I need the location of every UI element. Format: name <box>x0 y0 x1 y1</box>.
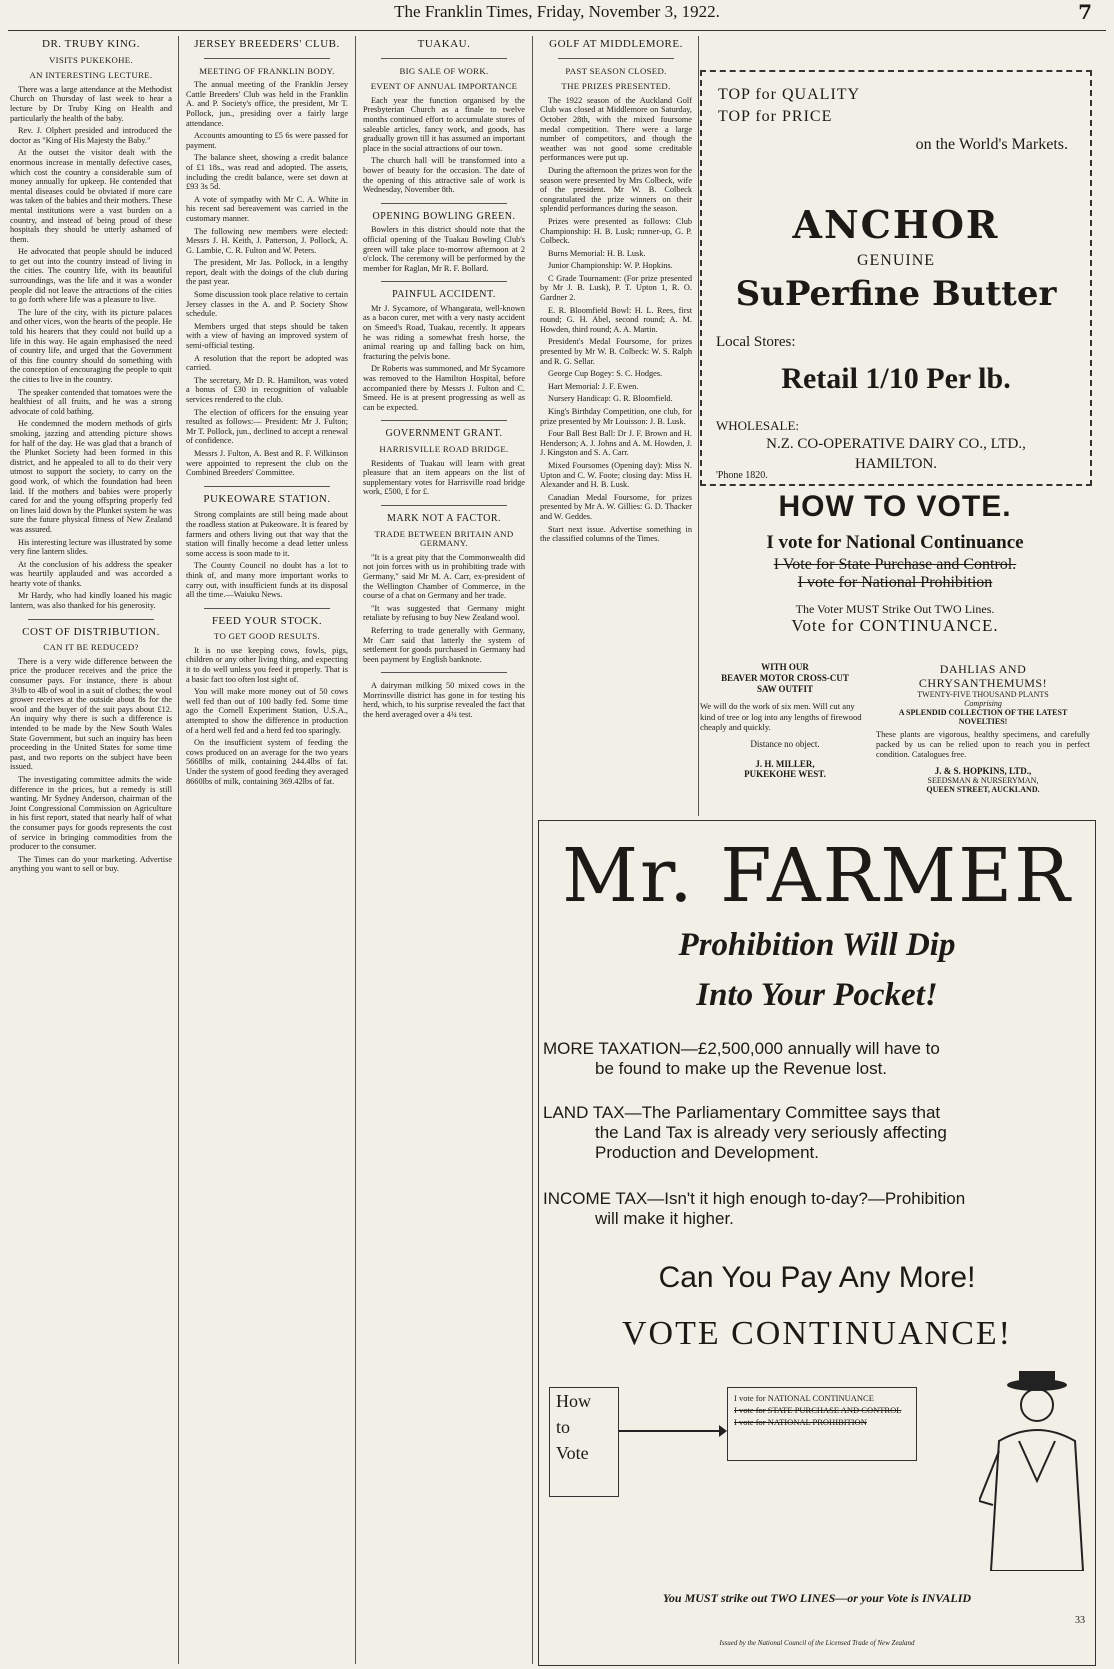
ad-body: We will do the work of six men. Will cut any kind of tree or log into any lengths of firewood cheaply and quickly. <box>700 701 862 732</box>
article-subtitle: BIG SALE OF WORK. <box>399 65 489 76</box>
paragraph: The lure of the city, with its picture palaces and other vices, won the hearts of the people. He told his hearers that they could not build up a life in this way. He again emphasised the need of country life, and urged that the Government of this fine country should do something with the conception of encouraging the people to quit the cities to live in the country. <box>10 307 172 384</box>
saw-outfit-ad <box>700 662 870 812</box>
paragraph: There was a large attendance at the Methodist Church on Thursday of last week to hear a lecture by Dr Truby King on Health and particularly the health of the baby. <box>10 84 172 123</box>
article-body <box>540 96 692 544</box>
paragraph: During the afternoon the prizes won for the season were presented by Mrs Colbeck, wife of the president. Mr W. B. Colbeck congratulated the prize winners on their splendid performances during the season. <box>540 165 692 214</box>
paragraph: Mixed Foursomes (Opening day): Miss N. Upton and C. W. Foote; closing day: Miss H. Alexander and H. B. Lusk. <box>540 460 692 490</box>
divider <box>28 619 154 620</box>
column-divider <box>532 36 533 1664</box>
paragraph: Rev. J. Olphert presided and introduced the doctor as "King of His Majesty the Baby." <box>10 126 172 145</box>
ad-line: VOTE CONTINUANCE! <box>621 1315 1012 1352</box>
ad-footer: You MUST strike out TWO LINES—or your Vote is INVALID <box>662 1591 972 1605</box>
paragraph: It is no use keeping cows, fowls, pigs, children or any other living thing, and expecting it to do well unless you feed it properly. That is a basic fact too often lost sight of. <box>186 645 348 684</box>
sample-ballot <box>727 1387 917 1461</box>
ad-line: LAND TAX—The Parliamentary Committee says that <box>543 1103 941 1122</box>
ballot-line-struck: I vote for STATE PURCHASE AND CONTROL <box>734 1405 902 1415</box>
ad-line: J. & S. HOPKINS, LTD., <box>934 766 1032 776</box>
column-3 <box>363 36 525 1664</box>
ad-line: Prohibition Will Dip <box>678 927 956 963</box>
article-body <box>363 459 525 497</box>
mr-farmer-ad <box>538 820 1096 1666</box>
ad-line: SEEDSMAN & NURSERYMAN, <box>927 776 1039 785</box>
article-subtitle: PAST SEASON CLOSED. <box>565 65 667 76</box>
divider <box>381 420 507 421</box>
paragraph: Prizes were presented as follows: Club Championship: H. B. Lusk; runner-up, G. P. Colbeck. <box>540 216 692 246</box>
divider <box>381 505 507 506</box>
paragraph: The election of officers for the ensuing year resulted as follows:— President: Mr J. Fulton; Mr T. Pollock, jun., declined to accept a renewal of confidence. <box>186 407 348 446</box>
ad-heading: HOW TO VOTE. <box>778 490 1012 523</box>
paragraph: Members urged that steps should be taken with a view of having an improved system of semi-official testing. <box>186 321 348 351</box>
paragraph: Bowlers in this district should note that the official opening of the Tuakau Bowling Club's green will take place to-morrow afternoon at 2 o'clock. The ceremony will be performed by the member for Raglan, Mr R. F. Bollard. <box>363 225 525 273</box>
ad-line: WITH OUR <box>761 662 809 672</box>
paragraph: He advocated that people should be induced to get out into the country instead of living in the cities. The country life, with its beautiful surroundings, was the life and it was a wonder people did not leave the attractions of the cities to go forth where life was a pleasure to live. <box>10 247 172 305</box>
masthead: The Franklin Times, Friday, November 3, 1922. <box>394 2 720 21</box>
article-body <box>186 510 348 599</box>
ad-line: Distance no object. <box>750 738 820 749</box>
paragraph: Dr Roberts was summoned, and Mr Sycamore was removed to the Hamilton Hospital, before accompanied there by Messrs J. Fulton and C. Smeed. He is at present progressing as well as can be expected. <box>363 364 525 412</box>
article-title: PAINFUL ACCIDENT. <box>392 289 496 301</box>
paragraph: Mr Hardy, who had kindly loaned his magic lantern, was also thanked for his generosity. <box>10 591 172 611</box>
paragraph: The following new members were elected: Messrs J. H. Keith, J. Patterson, J. Pollock, A. G. Lambie, C. R. Fulton and W. Peters. <box>186 226 348 255</box>
paragraph: Each year the function organised by the Presbyterian Church as a finale to twelve months continued effort to accumulate stores of saleable articles, fancy work, and goods, has gradually grown till it has assumed an important place in the social attractions of our town. <box>363 95 525 153</box>
paragraph: On the insufficient system of feeding the cows produced on an average for the two years 5668lbs of milk, containing 244.4lbs of fat. Under the system of good feeding they averaged 8660lbs of milk, containing 369.42lbs of fat. <box>186 738 348 786</box>
article-title: PUKEOWARE STATION. <box>203 492 331 505</box>
article-subtitle: CAN IT BE REDUCED? <box>43 642 139 653</box>
paragraph: The church hall will be transformed into a bower of beauty for the occasion. The date of the opening of this attractive sale of work is Wednesday, November 8th. <box>363 156 525 195</box>
ad-paragraph <box>539 1103 1099 1163</box>
ballot-line-struck: I vote for NATIONAL PROHIBITION <box>734 1417 867 1427</box>
article-title: OPENING BOWLING GREEN. <box>372 210 516 222</box>
ad-heading: Mr. FARMER <box>562 833 1072 919</box>
paragraph: C Grade Tournament: (For prize presented by Mr J. B. Lusk), P. T. Upton 1, R. O. Gardner 2. <box>540 273 692 303</box>
paragraph: The speaker contended that tomatoes were the healthiest of all fruits, and he was a strong advocate of cold bathing. <box>10 387 172 416</box>
paragraph: Canadian Medal Foursome, for prizes presented by Mr A. W. Gillies: G. D. Thacker and W. Geddes. <box>540 492 692 521</box>
article-subtitle: HARRISVILLE ROAD BRIDGE. <box>379 444 509 454</box>
article-title: FEED YOUR STOCK. <box>211 614 323 627</box>
article-body <box>363 553 525 665</box>
article-body <box>10 657 172 874</box>
ad-number: 33 <box>1075 1615 1085 1626</box>
dahlias-ad <box>876 662 1090 812</box>
ad-phone: 'Phone 1820. <box>716 470 768 481</box>
ad-line: TOP for PRICE <box>718 108 833 125</box>
column-2 <box>186 36 348 1664</box>
ballot-line-struck: I Vote for State Purchase and Control. <box>773 556 1017 573</box>
ad-paragraph <box>539 1189 1099 1229</box>
paragraph: He condemned the modern methods of girls smoking, jazzing and attending picture shows for half of the day. He was glad that a branch of the Plunket Society had been formed in this district, and he appealed to all to do their very utmost to support the society, to carry on the good work, of which the foundation had been laid. If the mothers and babies were properly cared for and the young offspring properly fed on lines laid down by the Plunket system he was sure the future physical fitness of New Zealand was assured. <box>10 419 172 534</box>
article-subtitle: VISITS PUKEKOHE. <box>49 54 133 65</box>
ad-line: Vote for CONTINUANCE. <box>791 616 999 635</box>
article-body <box>363 225 525 273</box>
ad-line: the Land Tax is already very seriously affecting <box>595 1123 947 1142</box>
ad-line: PUKEKOHE WEST. <box>744 768 826 779</box>
paragraph: A dairyman milking 50 mixed cows in the Morrinsville district has gone in for testing his herd, which, to his surprise revealed the fact that the herd averaged over a 4¾ test. <box>363 681 525 720</box>
top-rule <box>8 30 1106 31</box>
ad-line: A SPLENDID COLLECTION OF THE LATEST NOVELTIES! <box>898 708 1068 726</box>
paragraph: The annual meeting of the Franklin Jersey Cattle Breeders' Club was held in the Franklin A. and P. Society's office, the president, Mr T. Pollock, jun., presiding over a fairly large attendance. <box>186 80 348 128</box>
paragraph: Start next issue. Advertise something in the classified columns of the Times. <box>540 524 692 544</box>
ad-body: These plants are vigorous, healthy specimens, and carefully packed by us can be relied upon to reach you in perfect condition. Catalogues free. <box>876 730 1090 759</box>
paragraph: The president, Mr Jas. Pollock, in a lengthy report, dealt with the doings of the club during the past year. <box>186 258 348 287</box>
ballot-line: I vote for National Continuance <box>766 532 1024 553</box>
divider <box>204 58 330 59</box>
column-divider <box>698 36 699 816</box>
article-title: MARK NOT A FACTOR. <box>386 512 502 524</box>
divider <box>381 281 507 282</box>
paragraph: A resolution that the report be adopted was carried. <box>186 353 348 373</box>
ad-line: TOP for QUALITY <box>718 86 861 103</box>
paragraph: His interesting lecture was illustrated by some very fine lantern slides. <box>10 537 172 557</box>
paragraph: King's Birthday Competition, one club, for prize presented by Mr Louisson: J. B. Lusk. <box>540 407 692 426</box>
paragraph: The balance sheet, showing a credit balance of £1 18s., was read and adopted. The assets, including the credit balance, were set down at £93 3s 5d. <box>186 153 348 192</box>
paragraph: Strong complaints are still being made about the roadless station at Pukeoware. It is feared by farmers and others living out that way that the station will finally become a dead letter unless some access is soon made to it. <box>186 510 348 558</box>
paragraph: Messrs J. Fulton, A. Best and R. F. Wilkinson were appointed to represent the club on the Combined Breeders' Committee. <box>186 448 348 478</box>
paragraph: George Cup Bogey: S. C. Hodges. <box>548 369 663 379</box>
ballot-line: I vote for NATIONAL CONTINUANCE <box>734 1393 874 1403</box>
ad-line: Into Your Pocket! <box>696 977 938 1013</box>
how-to-vote-ad <box>700 490 1090 635</box>
ad-brand: ANCHOR <box>792 202 1000 247</box>
article-title: DR. TRUBY KING. <box>42 38 140 50</box>
ad-line: Production and Development. <box>595 1143 819 1162</box>
article-body <box>363 96 525 195</box>
article-subtitle: THE PRIZES PRESENTED. <box>561 81 671 92</box>
paragraph: "It is a great pity that the Commonwealth did not join forces with us in prohibiting trade with Germany," said Mr M. A. Carr, ex-president of the Wellington Chamber of Commerce, in the course of a chat on Germany and her trade. <box>363 552 525 601</box>
paragraph: The 1922 season of the Auckland Golf Club was closed at Middlemore on Saturday, October 28th, with the mixed foursome medal competition. There were a large number of competitors, and though the weather was not good some creditable performances were put up. <box>540 95 692 163</box>
ad-line: N.Z. CO-OPERATIVE DAIRY CO., LTD., <box>766 436 1026 452</box>
ad-line: Vote <box>556 1443 589 1463</box>
paragraph: Accounts amounting to £5 6s were passed for payment. <box>186 131 348 150</box>
article-body <box>363 304 525 413</box>
ad-line: HAMILTON. <box>854 456 938 472</box>
divider <box>381 672 507 673</box>
article-subtitle: EVENT OF ANNUAL IMPORTANCE <box>370 81 518 92</box>
divider <box>204 486 330 487</box>
ad-line: SAW OUTFIT <box>756 684 814 694</box>
ballot-line-struck: I vote for National Prohibition <box>797 574 993 591</box>
divider <box>558 58 674 59</box>
divider <box>381 58 507 59</box>
paragraph: Junior Championship: W. P. Hopkins. <box>548 261 673 271</box>
article-title: TUAKAU. <box>417 38 471 50</box>
article-title: COST OF DISTRIBUTION. <box>22 625 160 638</box>
article-body <box>363 681 525 719</box>
article-body <box>10 85 172 611</box>
how-to-vote-box <box>549 1387 619 1497</box>
ad-line: on the World's Markets. <box>915 136 1068 153</box>
voter-figure-icon <box>979 1371 1089 1571</box>
ad-line: CHRYSANTHEMUMS! <box>918 676 1048 690</box>
paragraph: The secretary, Mr D. R. Hamilton, was voted a bonus of £30 in recognition of valuable services rendered to the club. <box>186 375 348 404</box>
article-title: GOLF AT MIDDLEMORE. <box>549 38 683 50</box>
paragraph: Referring to trade generally with Germany, Mr Carr said that latterly the system of settlement for goods purchased in Germany had been payment by English banknote. <box>363 625 525 664</box>
ad-line: The Voter MUST Strike Out TWO Lines. <box>795 602 995 616</box>
divider <box>204 608 330 609</box>
ad-line: GENUINE <box>856 252 936 269</box>
ad-line: be found to make up the Revenue lost. <box>595 1059 888 1078</box>
paragraph: President's Medal Foursome, for prizes presented by Mr W. B. Colbeck: W. S. Ralph and R. G. Sellar. <box>540 337 692 366</box>
article-body <box>186 80 348 478</box>
ad-product: SuPerfine Butter <box>735 274 1057 314</box>
article-subtitle: MEETING OF FRANKLIN BODY. <box>199 65 335 76</box>
paragraph: Nursery Handicap: G. R. Bloomfield. <box>548 394 673 404</box>
ad-line: WHOLESALE: <box>716 418 800 433</box>
paragraph: You will make more money out of 50 cows well fed than out of 100 badly fed. Some time ago the Cornell Experiment Station, U.S.A., attempted to show the difference in production of a herd well fed and a herd fed too sparingly. <box>186 687 348 735</box>
ad-line: to <box>556 1417 571 1437</box>
paragraph: Residents of Tuakau will learn with great pleasure that an item appears on the list of supplementary votes for Harrisville road bridge work, £500, £ for £. <box>363 458 525 497</box>
ad-line: will make it higher. <box>595 1209 734 1228</box>
column-1 <box>10 36 172 1664</box>
ad-line: How <box>556 1391 591 1411</box>
paragraph: E. R. Bloomfield Bowl: H. L. Rees, first round; G. H. Abel, second round; A. M. Howden, third round; A. A. Martin. <box>540 305 692 334</box>
article-subtitle: AN INTERESTING LECTURE. <box>29 70 153 81</box>
ad-issuer: Issued by the National Council of the Licensed Trade of New Zealand <box>719 1639 915 1647</box>
ad-line: Can You Pay Any More! <box>658 1261 976 1294</box>
paragraph: A vote of sympathy with Mr C. A. White in his recent sad bereavement was carried in the customary manner. <box>186 194 348 223</box>
ad-line: INCOME TAX—Isn't it high enough to-day?—Prohibition <box>543 1189 966 1208</box>
article-title: GOVERNMENT GRANT. <box>385 428 503 440</box>
paragraph: Four Ball Best Ball: Dr J. F. Brown and H. Henderson; A. J. Johns and A. M. Howden, J. J. Kingston and S. A. Carr. <box>540 429 692 458</box>
paragraph: Some discussion took place relative to certain Jersey classes in the A. and P. Society Show schedule. <box>186 290 348 319</box>
ad-line: QUEEN STREET, AUCKLAND. <box>926 785 1040 794</box>
paragraph: At the outset the visitor dealt with the enormous increase in mentally defective cases, which cost the country a considerable sum of money annually for upkeep. He contended that mental diseases could be obviated if more care was taken of the babies and their mothers. These mental institutions were a vast burden on a country, and instead of being proud of these hospitals they should be utterly ashamed of them. <box>10 148 172 244</box>
ad-paragraph <box>539 1039 1099 1079</box>
ad-price: Retail 1/10 Per lb. <box>781 362 1011 395</box>
column-divider <box>178 36 179 1664</box>
ad-line: Comprising <box>964 699 1002 708</box>
anchor-butter-ad <box>700 70 1092 486</box>
column-divider <box>355 36 356 1664</box>
divider <box>381 203 507 204</box>
paragraph: The investigating committee admits the wide difference in the prices, but a remedy is still wanting. Mr Sydney Anderson, chairman of the Joint Congressional Commission on Agriculture in his first report, stated that nearly half of what the consumer pays for goods represents the cost of service in bringing commodities from the producer to the consumer. <box>10 774 172 852</box>
ad-line: TWENTY-FIVE THOUSAND PLANTS <box>917 690 1049 699</box>
page-number: 7 <box>1078 0 1092 24</box>
article-title: JERSEY BREEDERS' CLUB. <box>194 38 340 50</box>
ad-line: DAHLIAS AND <box>939 662 1027 676</box>
ad-line: BEAVER MOTOR CROSS-CUT <box>721 673 849 683</box>
paragraph: There is a very wide difference between the price the producer receives and the price the consumer pays. For instance, there is about 3½lb to 4lb of wool in a suit of clothes; the wool grower receives at the outside about 8s for the wool and the buyer of the suit pays about £12. An inquiry why there is such a difference is intended to be made by the New South Wales State Government, but such an inquiry has been proceeding in the United States for some time past, and two reports on the subject have been issued. <box>10 656 172 772</box>
paragraph: The Times can do your marketing. Advertise anything you want to sell or buy. <box>10 854 172 874</box>
paragraph: Mr J. Sycamore, of Whangarata, well-known as a bacon curer, met with a very nasty accident on Smeed's Road, Tuakau, recently. It appears he was riding a somewhat fresh horse, the animal rearing up and falling back on him, fracturing the pelvis bone. <box>363 303 525 361</box>
paragraph: Hart Memorial: J. F. Ewen. <box>548 381 639 391</box>
article-subtitle: TRADE BETWEEN BRITAIN AND GERMANY. <box>374 528 514 549</box>
ad-line: MORE TAXATION—£2,500,000 annually will have to <box>543 1039 940 1058</box>
paragraph: "It was suggested that Germany might retaliate by refusing to buy New Zealand wool. <box>363 603 525 623</box>
ad-line: Local Stores: <box>716 334 796 350</box>
column-4 <box>540 36 692 806</box>
ad-line: J. H. MILLER, <box>755 758 815 769</box>
paragraph: The County Council no doubt has a lot to think of, and many more important works to carry out, with insufficient funds at its disposal all the time.—Waiuku News. <box>186 561 348 600</box>
article-body <box>186 646 348 786</box>
paragraph: Burns Memorial: H. B. Lusk. <box>548 248 646 258</box>
article-subtitle: TO GET GOOD RESULTS. <box>213 631 321 642</box>
paragraph: At the conclusion of his address the speaker was heartily applauded and was accorded a hearty vote of thanks. <box>10 559 172 588</box>
arrow-icon <box>619 1421 727 1441</box>
